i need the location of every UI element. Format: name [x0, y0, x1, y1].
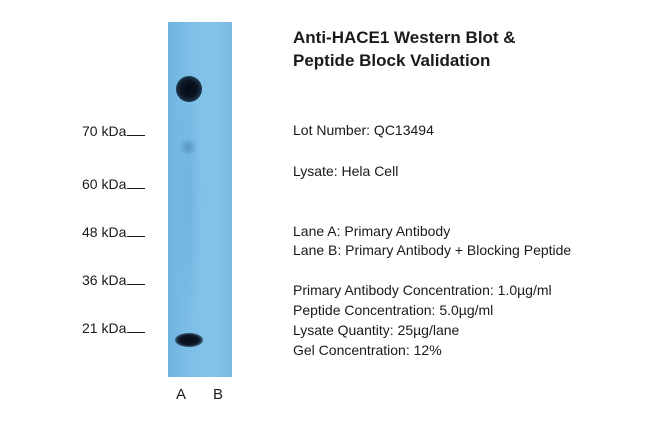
primary-antibody-concentration: Primary Antibody Concentration: 1.0µg/ml: [293, 282, 552, 298]
band-lane-a-high: [176, 76, 202, 102]
marker-label: 36 kDa: [82, 272, 127, 288]
lane-label-a: A: [176, 386, 187, 403]
marker-label: 70 kDa: [82, 123, 127, 139]
lane-a-desc: Lane A: Primary Antibody: [293, 223, 451, 239]
lysate-quantity: Lysate Quantity: 25µg/lane: [293, 322, 460, 338]
blot-membrane: [168, 22, 232, 377]
title-line-2: Peptide Block Validation: [293, 51, 491, 70]
marker-label: 21 kDa: [82, 320, 127, 336]
lane-label-b: B: [213, 386, 224, 403]
marker-tick: [127, 236, 145, 237]
gel-concentration: Gel Concentration: 12%: [293, 342, 442, 358]
marker-tick: [127, 332, 145, 333]
band-lane-a-faint: [178, 140, 198, 154]
marker-label: 60 kDa: [82, 176, 127, 192]
title-line-1: Anti-HACE1 Western Blot &: [293, 28, 516, 47]
lysate: Lysate: Hela Cell: [293, 163, 399, 179]
marker-tick: [127, 188, 145, 189]
band-lane-a-low: [175, 333, 203, 347]
marker-60kda: [82, 176, 162, 192]
marker-70kda: [82, 123, 162, 139]
lane-a-smear: [176, 62, 202, 332]
marker-48kda: [82, 224, 162, 240]
marker-label: 48 kDa: [82, 224, 127, 240]
lane-b-desc: Lane B: Primary Antibody + Blocking Peptide: [293, 242, 572, 258]
figure-title: [293, 26, 623, 72]
marker-tick: [127, 135, 145, 136]
marker-36kda: [82, 272, 162, 288]
peptide-concentration: Peptide Concentration: 5.0µg/ml: [293, 302, 494, 318]
marker-21kda: [82, 320, 162, 336]
marker-tick: [127, 284, 145, 285]
lot-number: Lot Number: QC13494: [293, 122, 434, 138]
